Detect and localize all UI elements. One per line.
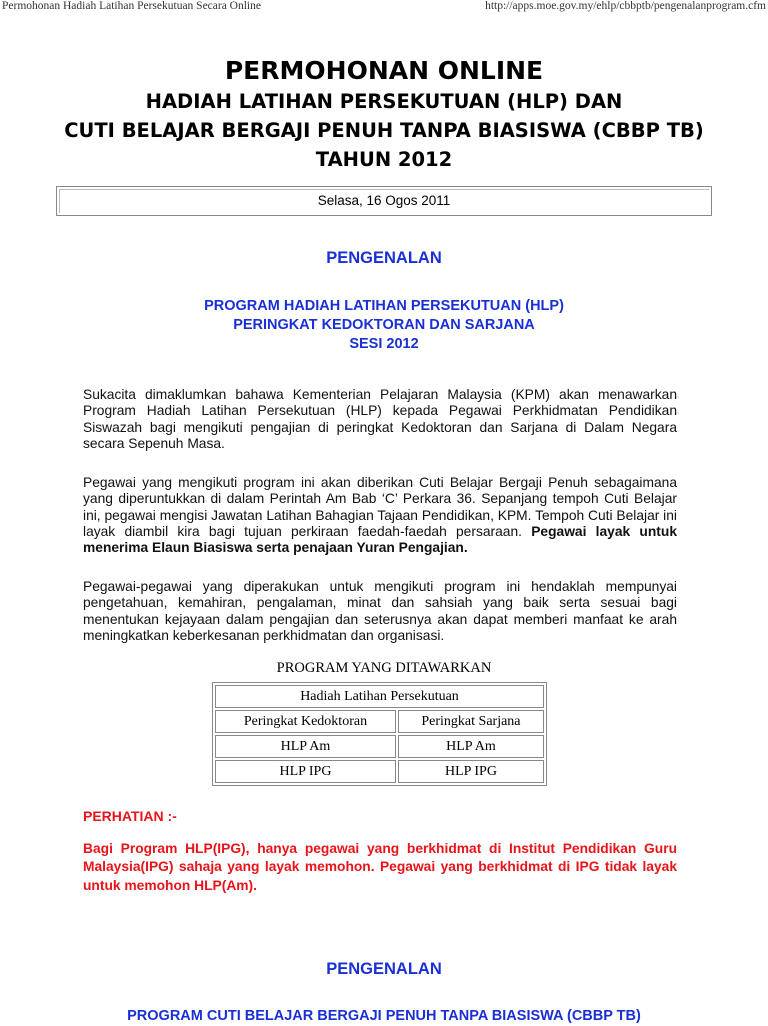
intro-paragraph-3: Pegawai-pegawai yang diperakukan untuk mengikuti program ini hendaklah mempunyai pengetahuan, kemahiran, pengalaman, minat dan sahsiah yang baik serta sesuai bagi menentukan kejayaan dalam pengajian dan seterusnya akan dapat memberi manfaat ke arah meningkatkan keberkesanan perkhidmatan dan organisasi.	[83, 579, 677, 643]
table-cell: HLP Am	[215, 735, 396, 758]
page-title: PERMOHONAN ONLINE	[224, 56, 544, 85]
column-header-sarjana: Peringkat Sarjana	[398, 710, 544, 733]
table-column-row	[215, 710, 544, 733]
notice-label: PERHATIAN :-	[83, 808, 177, 824]
title-line-2: HADIAH LATIHAN PERSEKUTUAN (HLP) DAN	[145, 90, 623, 113]
paragraph-2-bold-text: Pegawai layak untuk menerima Elaun Biasiswa serta penajaan Yuran Pengajian.	[83, 523, 677, 556]
print-page-title: Permohonan Hadiah Latihan Persekutuan Secara Online	[2, 0, 261, 12]
print-header	[0, 0, 768, 14]
intro-paragraph-2	[83, 475, 677, 556]
notice-text: Bagi Program HLP(IPG), hanya pegawai yang berkhidmat di Institut Pendidikan Guru Malaysia(IPG) sahaja yang layak memohon. Pegawai yang berkhidmat di IPG tidak layak untuk memohon HLP(Am).	[83, 841, 677, 893]
title-line-3: CUTI BELAJAR BERGAJI PENUH TANPA BIASISWA (CBBP TB)	[64, 119, 704, 142]
program-table	[212, 682, 547, 786]
program-heading-line-3: SESI 2012	[349, 336, 419, 352]
table-row	[215, 760, 544, 783]
program-table-caption: PROGRAM YANG DITAWARKAN	[276, 660, 492, 676]
intro-paragraph-1: Sukacita dimaklumkan bahawa Kementerian Pelajaran Malaysia (KPM) akan menawarkan Program Hadiah Latihan Persekutuan (HLP) kepada Pegawai Perkhidmatan Pendidikan Siswazah bagi mengikuti pengajian di peringkat Kedoktoran dan Sarjana di Dalam Negara secara Sepenuh Masa.	[83, 387, 677, 451]
table-cell: HLP IPG	[398, 760, 544, 783]
table-header: Hadiah Latihan Persekutuan	[215, 685, 544, 708]
table-row	[215, 735, 544, 758]
program-heading-line-1: PROGRAM HADIAH LATIHAN PERSEKUTUAN (HLP)	[204, 298, 564, 314]
table-cell: HLP IPG	[215, 760, 396, 783]
paragraph-2-text: Pegawai yang mengikuti program ini akan diberikan Cuti Belajar Bergaji Penuh sebagaimana yang diperuntukkan di dalam Perintah Am Bab ‘C’ Perkara 36. Sepanjang tempoh Cuti Belajar ini, pegawai mengisi Jawatan Latihan Bahagian Tajaan Pendidikan, KPM. Tempoh Cuti Belajar ini layak diambil kira bagi tujuan perkiraan faedah-faedah persaraan.	[83, 475, 677, 539]
title-block	[0, 55, 768, 174]
program-heading-hlp	[0, 297, 768, 354]
program-heading-line-2: PERINGKAT KEDOKTORAN DAN SARJANA	[233, 317, 535, 333]
program-heading-cbbp: PROGRAM CUTI BELAJAR BERGAJI PENUH TANPA BIASISWA (CBBP TB)	[127, 1008, 641, 1024]
section-heading-pengenalan-2: PENGENALAN	[326, 960, 442, 978]
current-date: Selasa, 16 Ogos 2011	[317, 193, 451, 208]
table-header-row	[215, 685, 544, 708]
date-box	[56, 186, 712, 216]
section-heading-pengenalan: PENGENALAN	[326, 249, 442, 267]
column-header-kedoktoran: Peringkat Kedoktoran	[215, 710, 396, 733]
print-url: http://apps.moe.gov.my/ehlp/cbbptb/pengenalanprogram.cfm	[485, 0, 766, 12]
table-cell: HLP Am	[398, 735, 544, 758]
title-line-4: TAHUN 2012	[315, 148, 453, 171]
